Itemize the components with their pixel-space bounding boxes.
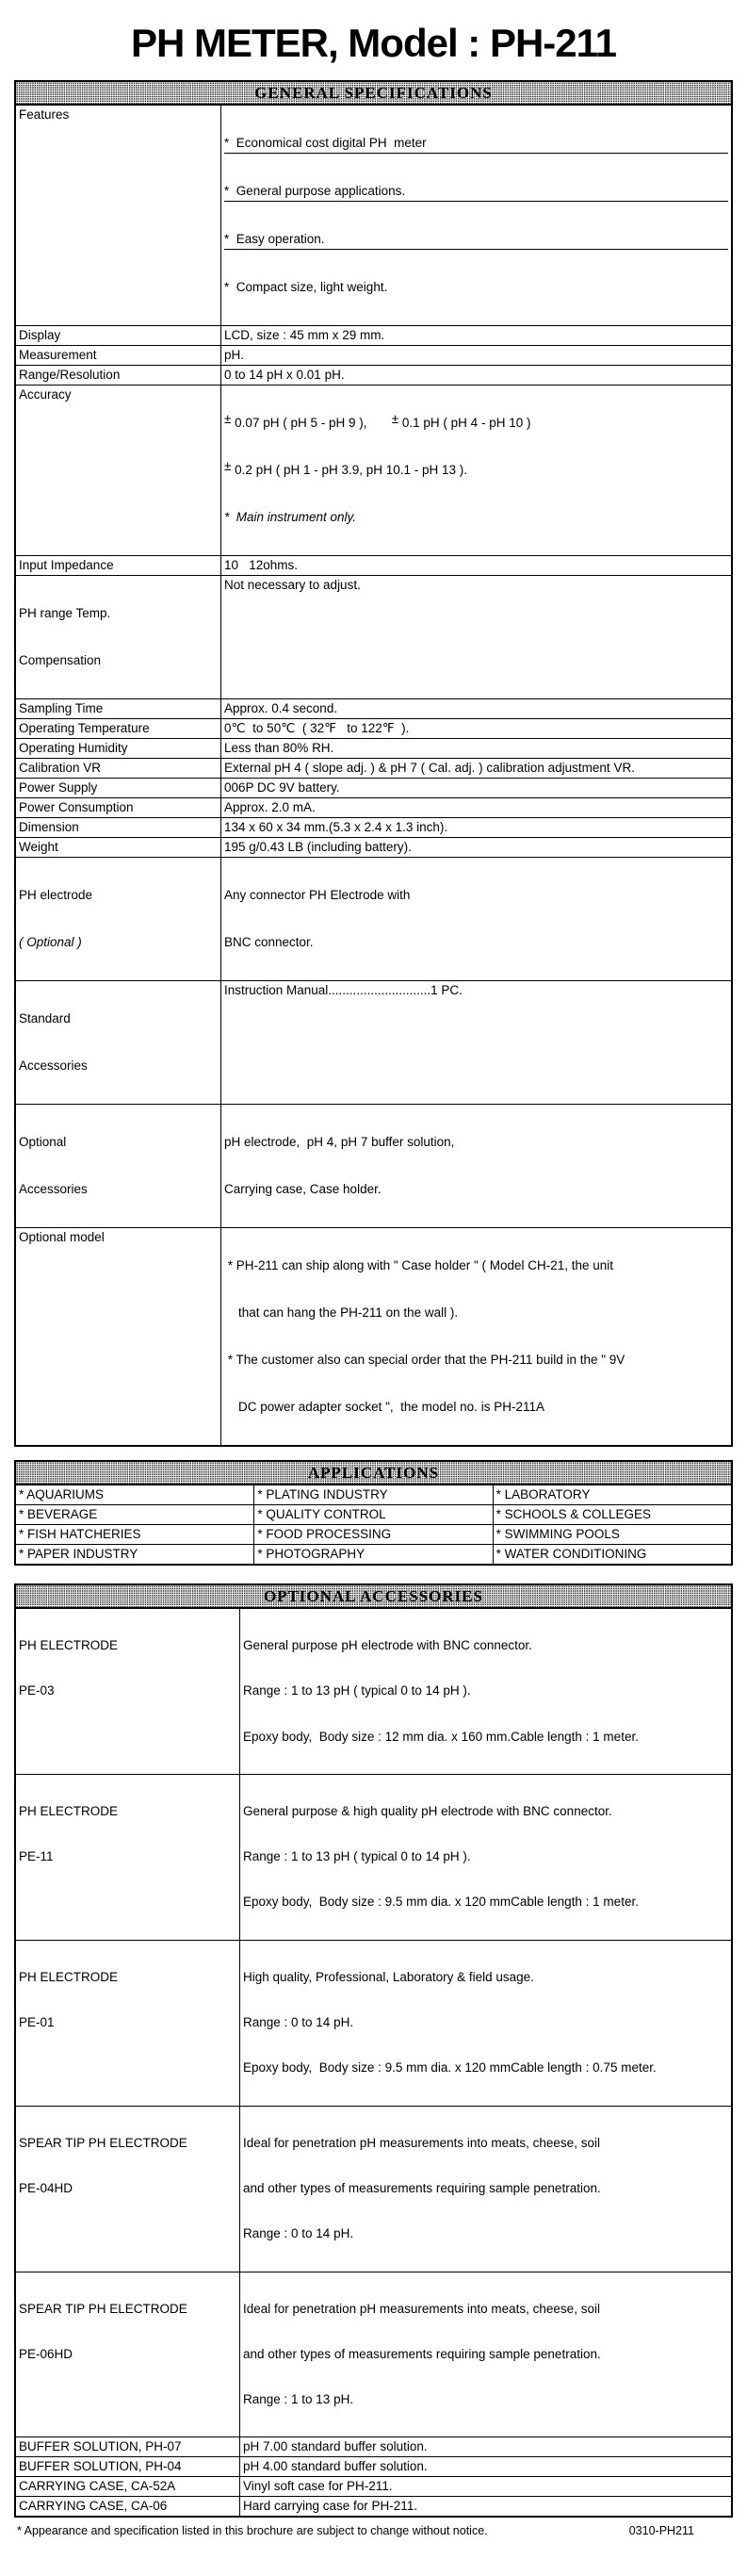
accessory-description <box>240 2497 731 2516</box>
plus-minus-sign: ± <box>224 412 232 426</box>
optional-accessories-table <box>14 1583 733 2518</box>
description-line: and other types of measurements requiring sample penetration. <box>243 2180 601 2195</box>
accuracy-line-2 <box>224 461 728 480</box>
label-line-optional: ( Optional ) <box>19 935 82 949</box>
applications-header: APPLICATIONS <box>16 1462 731 1485</box>
label-line: Operating Temperature <box>19 721 150 735</box>
accessory-row-ph04 <box>16 2456 731 2476</box>
spec-row-optional-accessories <box>16 1104 731 1227</box>
spec-value-input-impedance <box>221 556 731 575</box>
spec-value-power-supply <box>221 779 731 797</box>
label-line: Accessories <box>19 1182 88 1196</box>
label-line: Display <box>19 328 61 342</box>
label-line: Weight <box>19 840 58 854</box>
spec-row-accuracy <box>16 385 731 555</box>
description-line: Epoxy body, Body size : 9.5 mm dia. x 120 mmCable length : 0.75 meter. <box>243 2060 657 2076</box>
applications-row <box>16 1544 731 1564</box>
accessory-description <box>240 2107 731 2272</box>
spec-row-calibration-vr <box>16 758 731 778</box>
applications-row <box>16 1504 731 1524</box>
description-line: pH 7.00 standard buffer solution. <box>243 2439 428 2454</box>
spec-label-accuracy <box>16 386 221 555</box>
value-line: 10 12ohms. <box>224 558 299 572</box>
accessory-row-ca52a <box>16 2476 731 2496</box>
section-gap <box>14 1447 733 1460</box>
spec-label-display <box>16 326 221 345</box>
accessory-label <box>16 1775 240 1940</box>
spec-value-standard-accessories <box>221 981 731 1104</box>
description-line: General purpose & high quality pH electrode with BNC connector. <box>243 1803 612 1818</box>
accessory-label <box>16 2272 240 2437</box>
label-line: Measurement <box>19 348 97 362</box>
spec-value-sampling-time <box>221 699 731 718</box>
spec-value-optional-model <box>221 1228 731 1445</box>
general-specifications-table <box>14 80 733 1447</box>
spec-row-features <box>16 105 731 325</box>
spec-value-operating-humidity <box>221 739 731 758</box>
accessory-label <box>16 1941 240 2106</box>
accessory-model: PE-01 <box>19 2015 55 2030</box>
accuracy-text: 0.2 pH ( pH 1 - pH 3.9, pH 10.1 - pH 13 ). <box>231 463 468 477</box>
spec-value-dimension <box>221 818 731 837</box>
spec-label-operating-temperature <box>16 719 221 738</box>
application-item: * FISH HATCHERIES <box>16 1525 254 1544</box>
spec-label-operating-humidity <box>16 739 221 758</box>
spec-label-input-impedance <box>16 556 221 575</box>
applications-row <box>16 1485 731 1504</box>
feature-line-4: * Compact size, light weight. <box>224 280 388 294</box>
spec-label-standard-accessories <box>16 981 221 1104</box>
optional-accessories-header: OPTIONAL ACCESSORIES <box>16 1585 731 1608</box>
description-line: Ideal for penetration pH measurements into meats, cheese, soil <box>243 2135 600 2150</box>
accessory-model: PE-11 <box>19 1849 54 1864</box>
value-line: DC power adapter socket ", the model no. is PH-211A <box>224 1400 544 1414</box>
accessory-name: SPEAR TIP PH ELECTRODE <box>19 2135 187 2150</box>
description-line: Epoxy body, Body size : 12 mm dia. x 160 mm.Cable length : 1 meter. <box>243 1729 639 1744</box>
accessory-row-pe04hd <box>16 2106 731 2272</box>
spec-label-power-consumption <box>16 798 221 817</box>
accessory-description <box>240 2457 731 2476</box>
description-line: Ideal for penetration pH measurements into meats, cheese, soil <box>243 2301 600 2316</box>
label-line: Input Impedance <box>19 558 114 572</box>
value-line: * PH-211 can ship along with " Case holder " ( Model CH-21, the unit <box>224 1258 614 1272</box>
spec-row-sampling-time <box>16 698 731 718</box>
application-item: * SWIMMING POOLS <box>495 1527 620 1541</box>
application-item: * FOOD PROCESSING <box>254 1525 493 1544</box>
spec-value-weight <box>221 838 731 857</box>
label-line: Operating Humidity <box>19 741 128 755</box>
accuracy-text: 0.1 pH ( pH 4 - pH 10 ) <box>398 416 531 430</box>
accessory-row-ph07 <box>16 2437 731 2456</box>
spec-value-accuracy <box>221 386 731 555</box>
accessory-name: PH ELECTRODE <box>19 1638 119 1652</box>
label-line: Sampling Time <box>19 701 104 715</box>
label-line: PH range Temp. <box>19 606 111 620</box>
spec-value-measurement <box>221 346 731 365</box>
accessory-name: PH ELECTRODE <box>19 1803 119 1818</box>
accuracy-line-1 <box>224 414 728 433</box>
label-line: Standard <box>19 1011 71 1025</box>
application-item: * LABORATORY <box>495 1487 591 1501</box>
value-line: Approx. 0.4 second. <box>224 701 338 715</box>
section-gap <box>14 1566 733 1583</box>
spec-row-temp-compensation <box>16 575 731 698</box>
accessory-row-pe03 <box>16 1608 731 1774</box>
value-line: Instruction Manual.............................1 PC. <box>224 983 463 997</box>
application-item: * WATER CONDITIONING <box>495 1547 647 1561</box>
accessory-model: PE-03 <box>19 1683 55 1698</box>
spec-row-ph-electrode <box>16 857 731 980</box>
label-line: Calibration VR <box>19 761 102 775</box>
description-line: pH 4.00 standard buffer solution. <box>243 2459 428 2474</box>
spec-row-weight <box>16 837 731 857</box>
value-line: that can hang the PH-211 on the wall ). <box>224 1305 459 1320</box>
accessory-description <box>240 2477 731 2496</box>
spec-row-measurement <box>16 345 731 365</box>
spec-row-range-resolution <box>16 365 731 385</box>
accuracy-note: * Main instrument only. <box>224 510 357 524</box>
value-line: Carrying case, Case holder. <box>224 1182 382 1196</box>
accuracy-text: 0.07 pH ( pH 5 - pH 9 ), <box>231 416 392 430</box>
value-line: BNC connector. <box>224 935 314 949</box>
spec-label-weight <box>16 838 221 857</box>
accessory-label <box>16 2457 240 2476</box>
spec-label-features <box>16 106 221 325</box>
value-line: Less than 80% RH. <box>224 741 334 755</box>
applications-row <box>16 1524 731 1544</box>
footer-disclaimer: * Appearance and specification listed in this brochure are subject to change without notice. <box>17 2523 488 2537</box>
application-item: * SCHOOLS & COLLEGES <box>495 1507 651 1521</box>
accessory-model: PE-04HD <box>19 2180 73 2195</box>
accessory-name: CARRYING CASE, CA-06 <box>19 2498 168 2513</box>
plus-minus-sign: ± <box>391 412 399 426</box>
accessory-description <box>240 2437 731 2456</box>
label-line: Accessories <box>19 1058 88 1073</box>
accessory-label <box>16 2497 240 2516</box>
spec-label-range-resolution <box>16 366 221 385</box>
label-line: Power Supply <box>19 780 98 795</box>
value-line: 0℃ to 50℃ ( 32℉ to 122℉ ). <box>224 721 410 735</box>
accessory-description <box>240 1775 731 1940</box>
spec-label-ph-electrode <box>16 858 221 980</box>
spec-label-measurement <box>16 346 221 365</box>
accessory-row-pe11 <box>16 1774 731 1940</box>
footer-document-code: 0310-PH211 <box>628 2523 694 2537</box>
application-item: * PAPER INDUSTRY <box>16 1545 254 1564</box>
spec-value-calibration-vr <box>221 759 731 778</box>
accessory-description <box>240 1609 731 1774</box>
description-line: Hard carrying case for PH-211. <box>243 2498 418 2513</box>
spec-row-operating-temperature <box>16 718 731 738</box>
feature-line-2: * General purpose applications. <box>224 182 728 202</box>
label-line: Dimension <box>19 820 79 834</box>
value-line: Approx. 2.0 mA. <box>224 800 316 814</box>
spec-row-operating-humidity <box>16 738 731 758</box>
description-line: Epoxy body, Body size : 9.5 mm dia. x 120 mmCable length : 1 meter. <box>243 1895 639 1910</box>
accessory-name: PH ELECTRODE <box>19 1969 119 1984</box>
accessory-model: PE-06HD <box>19 2346 73 2361</box>
accessory-name: BUFFER SOLUTION, PH-07 <box>19 2439 182 2454</box>
label-line: Power Consumption <box>19 800 134 814</box>
value-line: 0 to 14 pH x 0.01 pH. <box>224 368 345 382</box>
spec-row-optional-model <box>16 1227 731 1445</box>
spec-label-optional-model <box>16 1228 221 1445</box>
spec-value-display <box>221 326 731 345</box>
description-line: General purpose pH electrode with BNC connector. <box>243 1638 532 1652</box>
accessory-row-ca06 <box>16 2496 731 2516</box>
accessory-label <box>16 2107 240 2272</box>
spec-label-sampling-time <box>16 699 221 718</box>
feature-line-3: * Easy operation. <box>224 230 728 250</box>
spec-label-dimension <box>16 818 221 837</box>
description-line: and other types of measurements requiring sample penetration. <box>243 2346 601 2361</box>
accessory-description <box>240 1941 731 2106</box>
label-line: Optional <box>19 1135 67 1149</box>
spec-label-power-supply <box>16 779 221 797</box>
value-line: Not necessary to adjust. <box>224 578 361 592</box>
applications-table <box>14 1460 733 1566</box>
description-line: High quality, Professional, Laboratory & field usage. <box>243 1969 534 1984</box>
value-line: 006P DC 9V battery. <box>224 780 340 795</box>
spec-label-optional-accessories <box>16 1105 221 1227</box>
spec-value-operating-temperature <box>221 719 731 738</box>
accessory-label <box>16 2437 240 2456</box>
description-line: Range : 0 to 14 pH. <box>243 2226 354 2241</box>
spec-row-power-consumption <box>16 797 731 817</box>
description-line: Range : 1 to 13 pH ( typical 0 to 14 pH ). <box>243 1683 471 1698</box>
spec-row-input-impedance <box>16 555 731 575</box>
spec-value-ph-electrode <box>221 858 731 980</box>
application-item: * PLATING INDUSTRY <box>254 1485 493 1504</box>
plus-minus-sign: ± <box>224 459 232 473</box>
accessory-row-pe06hd <box>16 2272 731 2437</box>
spec-row-power-supply <box>16 778 731 797</box>
spec-value-temp-compensation <box>221 576 731 698</box>
page-title: PH METER, Model : PH-211 <box>130 21 617 65</box>
value-line: Any connector PH Electrode with <box>224 888 411 902</box>
label-line: Compensation <box>19 653 102 667</box>
accessory-name: BUFFER SOLUTION, PH-04 <box>19 2459 182 2474</box>
label-line: PH electrode <box>19 888 93 902</box>
application-item: * QUALITY CONTROL <box>254 1505 493 1524</box>
description-line: Range : 0 to 14 pH. <box>243 2015 354 2030</box>
accessory-label <box>16 2477 240 2496</box>
spec-label-temp-compensation <box>16 576 221 698</box>
accessory-description <box>240 2272 731 2437</box>
value-line: * The customer also can special order that the PH-211 build in the " 9V <box>224 1353 625 1367</box>
value-line: pH. <box>224 348 245 362</box>
application-item: * BEVERAGE <box>16 1505 254 1524</box>
application-item: * AQUARIUMS <box>16 1485 254 1504</box>
general-specifications-header: GENERAL SPECIFICATIONS <box>16 82 731 105</box>
value-line: LCD, size : 45 mm x 29 mm. <box>224 328 385 342</box>
label-line: Features <box>19 107 70 122</box>
accessory-row-pe01 <box>16 1940 731 2106</box>
feature-line-1: * Economical cost digital PH meter <box>224 134 728 154</box>
spec-row-standard-accessories <box>16 980 731 1104</box>
spec-row-display <box>16 325 731 345</box>
label-line: Optional model <box>19 1230 105 1244</box>
spec-row-dimension <box>16 817 731 837</box>
spec-label-calibration-vr <box>16 759 221 778</box>
description-line: Range : 1 to 13 pH. <box>243 2392 354 2407</box>
page-footer <box>14 2523 733 2538</box>
value-line: External pH 4 ( slope adj. ) & pH 7 ( Cal. adj. ) calibration adjustment VR. <box>224 761 635 775</box>
description-line: Vinyl soft case for PH-211. <box>243 2479 393 2494</box>
spec-value-features <box>221 106 731 325</box>
value-line: 195 g/0.43 LB (including battery). <box>224 840 412 854</box>
accessory-label <box>16 1609 240 1774</box>
accessory-name: SPEAR TIP PH ELECTRODE <box>19 2301 187 2316</box>
label-line: Accuracy <box>19 387 72 402</box>
spec-value-power-consumption <box>221 798 731 817</box>
value-line: 134 x 60 x 34 mm.(5.3 x 2.4 x 1.3 inch). <box>224 820 448 834</box>
description-line: Range : 1 to 13 pH ( typical 0 to 14 pH ). <box>243 1849 471 1864</box>
accessory-name: CARRYING CASE, CA-52A <box>19 2479 176 2494</box>
label-line: Range/Resolution <box>19 368 121 382</box>
application-item: * PHOTOGRAPHY <box>254 1545 493 1564</box>
value-line: pH electrode, pH 4, pH 7 buffer solution, <box>224 1135 455 1149</box>
spec-value-range-resolution <box>221 366 731 385</box>
spec-value-optional-accessories <box>221 1105 731 1227</box>
